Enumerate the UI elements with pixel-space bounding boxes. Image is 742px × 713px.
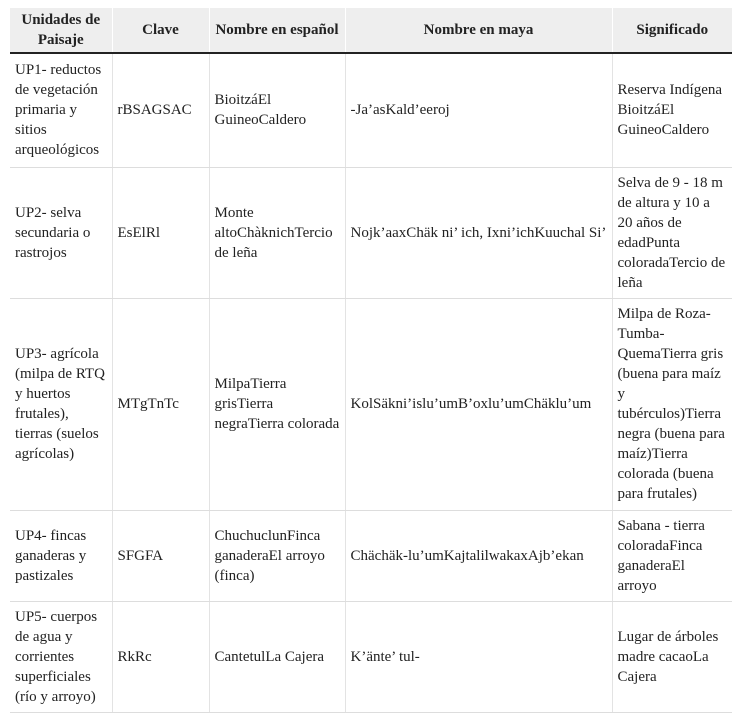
header-nombre-maya: Nombre en maya	[345, 8, 612, 53]
cell-unidad: UP4- fincas ganaderas y pastizales	[10, 510, 112, 601]
cell-clave: RkRc	[112, 601, 209, 712]
cell-espanol: BioitzáEl GuineoCaldero	[209, 53, 345, 167]
cell-significado: Lugar de árboles madre cacaoLa Cajera	[612, 601, 732, 712]
table-row	[10, 53, 732, 167]
cell-maya: KolSäkni’islu’umB’oxlu’umChäklu’um	[345, 298, 612, 510]
header-clave: Clave	[112, 8, 209, 53]
cell-unidad: UP3- agrícola (milpa de RTQ y huertos frutales), tierras (suelos agrícolas)	[10, 298, 112, 510]
header-unidades: Unidades de Paisaje	[10, 8, 112, 53]
cell-unidad: UP2- selva secundaria o rastrojos	[10, 167, 112, 298]
cell-maya: -Ja’asKald’eeroj	[345, 53, 612, 167]
table-row	[10, 601, 732, 712]
table-row	[10, 298, 732, 510]
header-nombre-espanol: Nombre en español	[209, 8, 345, 53]
cell-clave: EsElRl	[112, 167, 209, 298]
table-row	[10, 167, 732, 298]
cell-clave: MTgTnTc	[112, 298, 209, 510]
paisaje-table	[10, 8, 732, 713]
cell-espanol: ChuchuclunFinca ganaderaEl arroyo (finca)	[209, 510, 345, 601]
cell-unidad: UP5- cuerpos de agua y corrientes superficiales (río y arroyo)	[10, 601, 112, 712]
table-row	[10, 510, 732, 601]
cell-significado: Reserva Indígena BioitzáEl GuineoCaldero	[612, 53, 732, 167]
cell-espanol: Monte altoChàknichTercio de leña	[209, 167, 345, 298]
cell-clave: SFGFA	[112, 510, 209, 601]
cell-maya: Nojk’aaxChäk ni’ ich, Ixni’ichKuuchal Si’	[345, 167, 612, 298]
cell-significado: Milpa de Roza-Tumba-QuemaTierra gris (buena para maíz y tubérculos)Tierra negra (buena para maíz)Tierra colorada (buena para frutales)	[612, 298, 732, 510]
cell-unidad: UP1- reductos de vegetación primaria y sitios arqueológicos	[10, 53, 112, 167]
header-significado: Significado	[612, 8, 732, 53]
cell-clave: rBSAGSAC	[112, 53, 209, 167]
header-row	[10, 8, 732, 53]
cell-significado: Sabana - tierra coloradaFinca ganaderaEl arroyo	[612, 510, 732, 601]
cell-espanol: CantetulLa Cajera	[209, 601, 345, 712]
cell-maya: Chächäk-lu’umKajtalilwakaxAjb’ekan	[345, 510, 612, 601]
cell-significado: Selva de 9 - 18 m de altura y 10 a 20 años de edadPunta coloradaTercio de leña	[612, 167, 732, 298]
cell-espanol: MilpaTierra grisTierra negraTierra colorada	[209, 298, 345, 510]
cell-maya: K’änte’ tul-	[345, 601, 612, 712]
